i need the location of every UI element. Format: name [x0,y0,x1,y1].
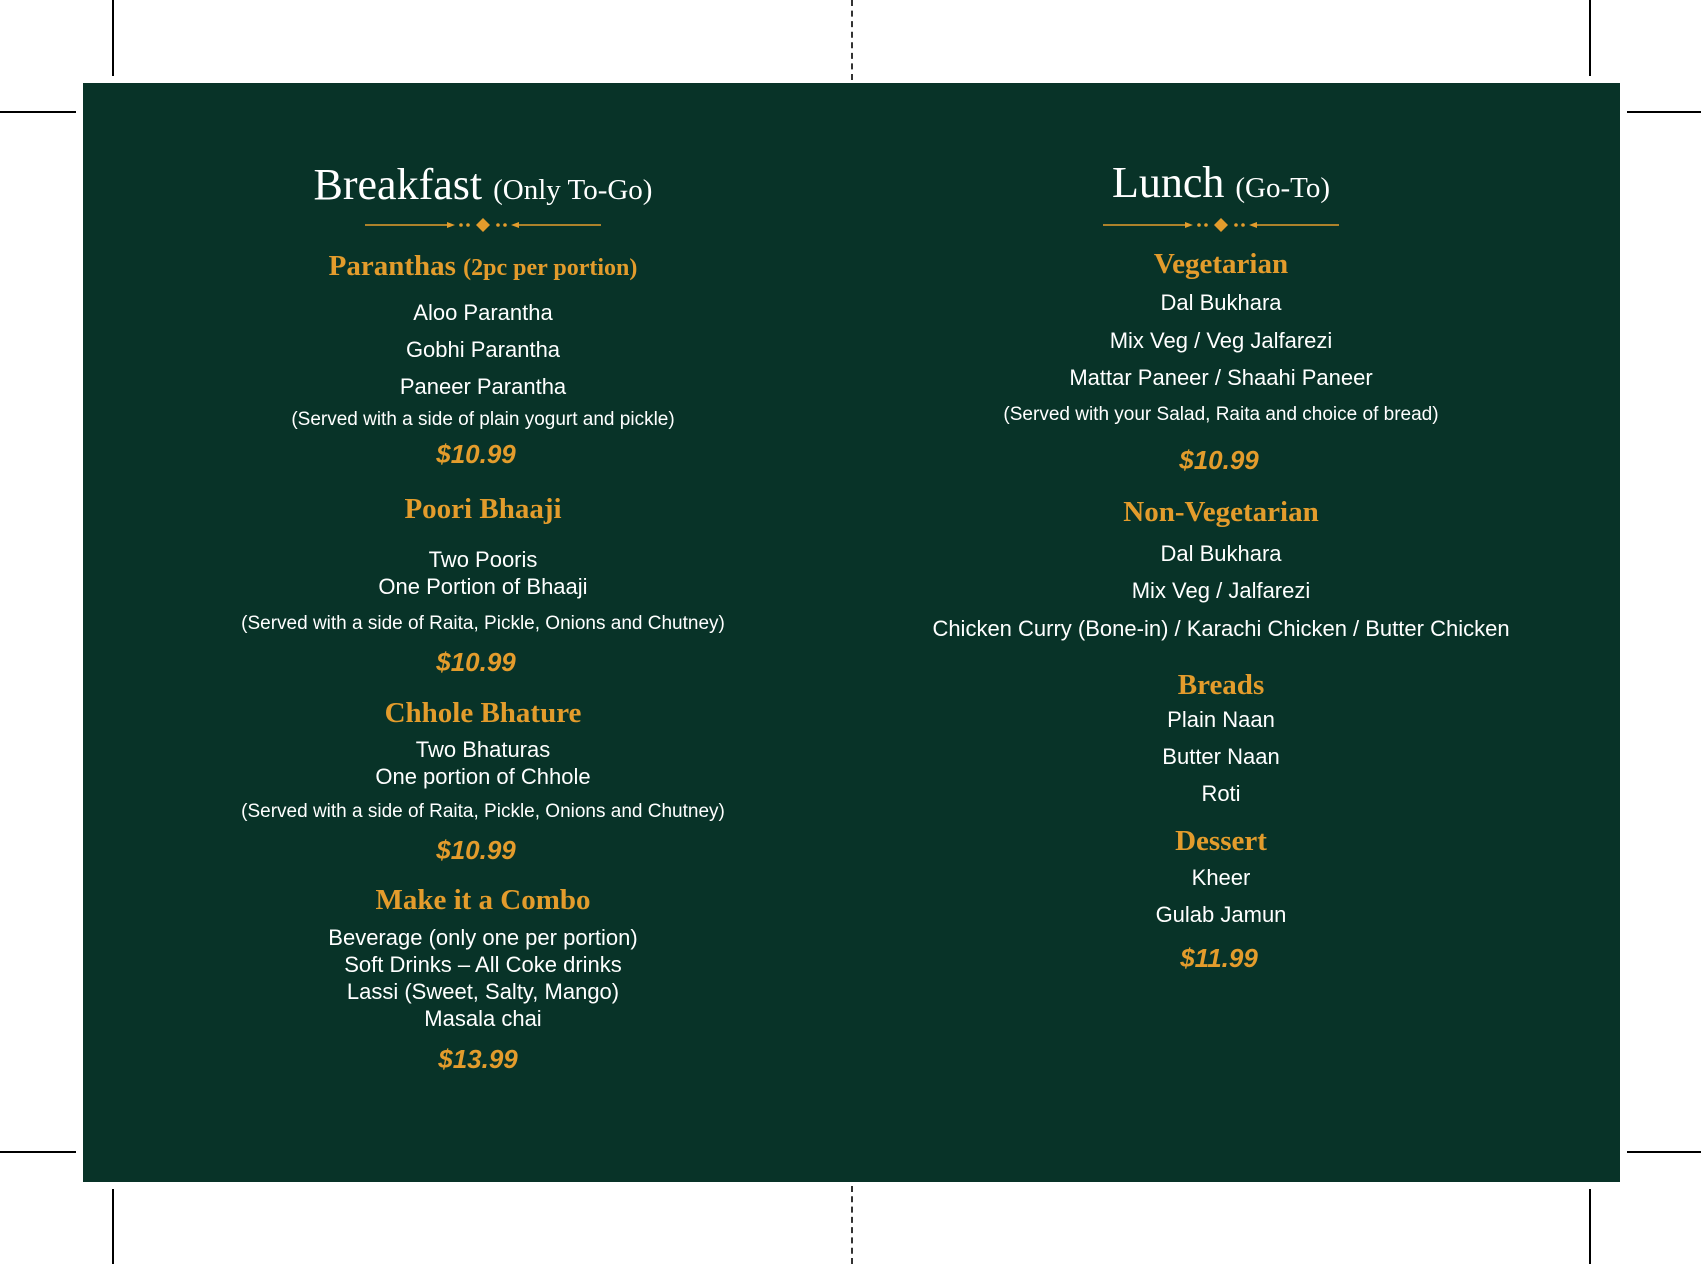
serving-note: (Served with a side of Raita, Pickle, Onions and Chutney) [241,801,725,822]
breads-heading: Breads [1177,669,1265,701]
price: $10.99 [1179,445,1259,475]
menu-item: Plain Naan [1167,707,1275,732]
breakfast-title-text: Breakfast [313,160,483,209]
ornament-divider-icon [363,217,603,233]
breakfast-title-sub: (Only To-Go) [493,174,653,206]
paranthas-heading-text: Paranthas [328,250,456,282]
menu-item: Masala chai [424,1006,542,1031]
crop-mark [112,1189,114,1264]
price: $11.99 [1180,943,1258,973]
paranthas-heading [83,250,883,283]
menu-item: Mix Veg / Jalfarezi [1131,578,1311,603]
fold-line [851,1186,853,1264]
serving-note: (Served with your Salad, Raita and choice of bread) [1003,404,1439,425]
menu-item: Butter Naan [1162,744,1280,769]
price: $10.99 [436,835,516,865]
menu-item: Paneer Parantha [399,374,567,399]
serving-note: (Served with a side of Raita, Pickle, Onions and Chutney) [241,613,725,634]
menu-item: Kheer [1191,865,1251,890]
price: $10.99 [436,439,516,469]
breakfast-title [83,159,883,210]
lunch-title-text: Lunch [1111,158,1225,207]
ornament-divider-icon [1101,217,1341,233]
vegetarian-heading: Vegetarian [1153,248,1289,280]
crop-mark [112,0,114,76]
menu-item: Roti [1201,781,1241,806]
menu-item: One Portion of Bhaaji [378,574,588,599]
lunch-title-sub: (Go-To) [1235,172,1330,204]
menu-item: Lassi (Sweet, Salty, Mango) [346,979,620,1004]
fold-line [851,0,853,80]
crop-mark [1589,0,1591,76]
menu-item: Two Pooris [428,547,538,572]
crop-mark [1589,1189,1591,1264]
menu-item: Beverage (only one per portion) [328,925,638,950]
menu-panel [83,83,1620,1182]
menu-item: Two Bhaturas [415,737,551,762]
menu-item: Mix Veg / Veg Jalfarezi [1109,328,1333,353]
dessert-heading: Dessert [1175,825,1267,857]
crop-mark [1627,1151,1701,1153]
crop-mark [0,111,76,113]
menu-item: Aloo Parantha [413,300,553,325]
menu-item: One portion of Chhole [375,764,591,789]
menu-item: Dal Bukhara [1160,541,1282,566]
chhole-heading: Chhole Bhature [384,697,582,729]
menu-item: Gulab Jamun [1155,902,1287,927]
menu-item: Gobhi Parantha [405,337,561,362]
combo-heading: Make it a Combo [375,884,591,916]
menu-item: Chicken Curry (Bone-in) / Karachi Chicken / Butter Chicken [932,616,1510,641]
crop-mark [0,1151,76,1153]
menu-item: Soft Drinks – All Coke drinks [344,952,622,977]
poori-heading: Poori Bhaaji [404,493,562,525]
paranthas-heading-sub: (2pc per portion) [463,255,638,281]
price: $10.99 [436,647,516,677]
lunch-title [841,157,1601,208]
menu-item: Mattar Paneer / Shaahi Paneer [1069,365,1373,390]
price: $13.99 [438,1044,518,1074]
crop-mark [1627,111,1701,113]
serving-note: (Served with a side of plain yogurt and pickle) [291,409,675,430]
menu-item: Dal Bukhara [1160,290,1282,315]
nonveg-heading: Non-Vegetarian [1123,496,1319,528]
